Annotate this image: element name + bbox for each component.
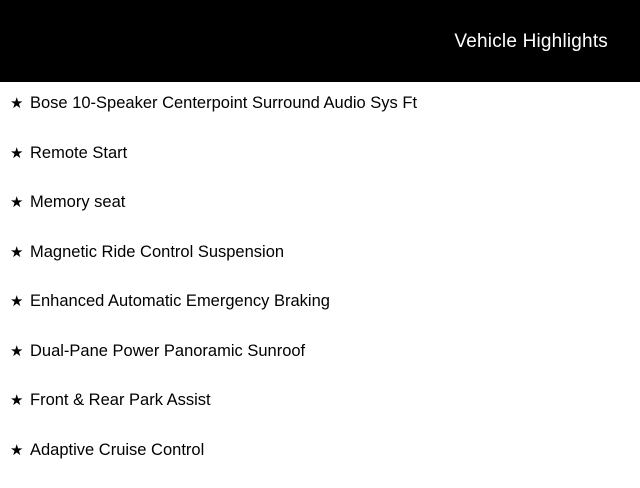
- star-icon: ★: [10, 142, 30, 165]
- list-item-label: Front & Rear Park Assist: [30, 389, 640, 411]
- list-item-label: Dual-Pane Power Panoramic Sunroof: [30, 340, 640, 362]
- list-item: [0, 389, 640, 439]
- list-item-label: Memory seat: [30, 191, 640, 213]
- star-icon: ★: [10, 389, 30, 412]
- page-header: [0, 0, 640, 82]
- list-item-label: Magnetic Ride Control Suspension: [30, 241, 640, 263]
- list-item: [0, 191, 640, 241]
- list-item: [0, 439, 640, 488]
- list-item: [0, 241, 640, 291]
- star-icon: ★: [10, 241, 30, 264]
- list-item-label: Enhanced Automatic Emergency Braking: [30, 290, 640, 312]
- list-item-label: Bose 10-Speaker Centerpoint Surround Audio Sys Ft: [30, 92, 640, 114]
- list-item: [0, 92, 640, 142]
- star-icon: ★: [10, 191, 30, 214]
- star-icon: ★: [10, 340, 30, 363]
- list-item-label: Remote Start: [30, 142, 640, 164]
- star-icon: ★: [10, 290, 30, 313]
- star-icon: ★: [10, 439, 30, 462]
- list-item: [0, 340, 640, 390]
- list-item: [0, 290, 640, 340]
- star-icon: ★: [10, 92, 30, 115]
- list-item: [0, 142, 640, 192]
- highlights-list: [0, 82, 640, 488]
- list-item-label: Adaptive Cruise Control: [30, 439, 640, 461]
- page-title: Vehicle Highlights: [454, 32, 608, 51]
